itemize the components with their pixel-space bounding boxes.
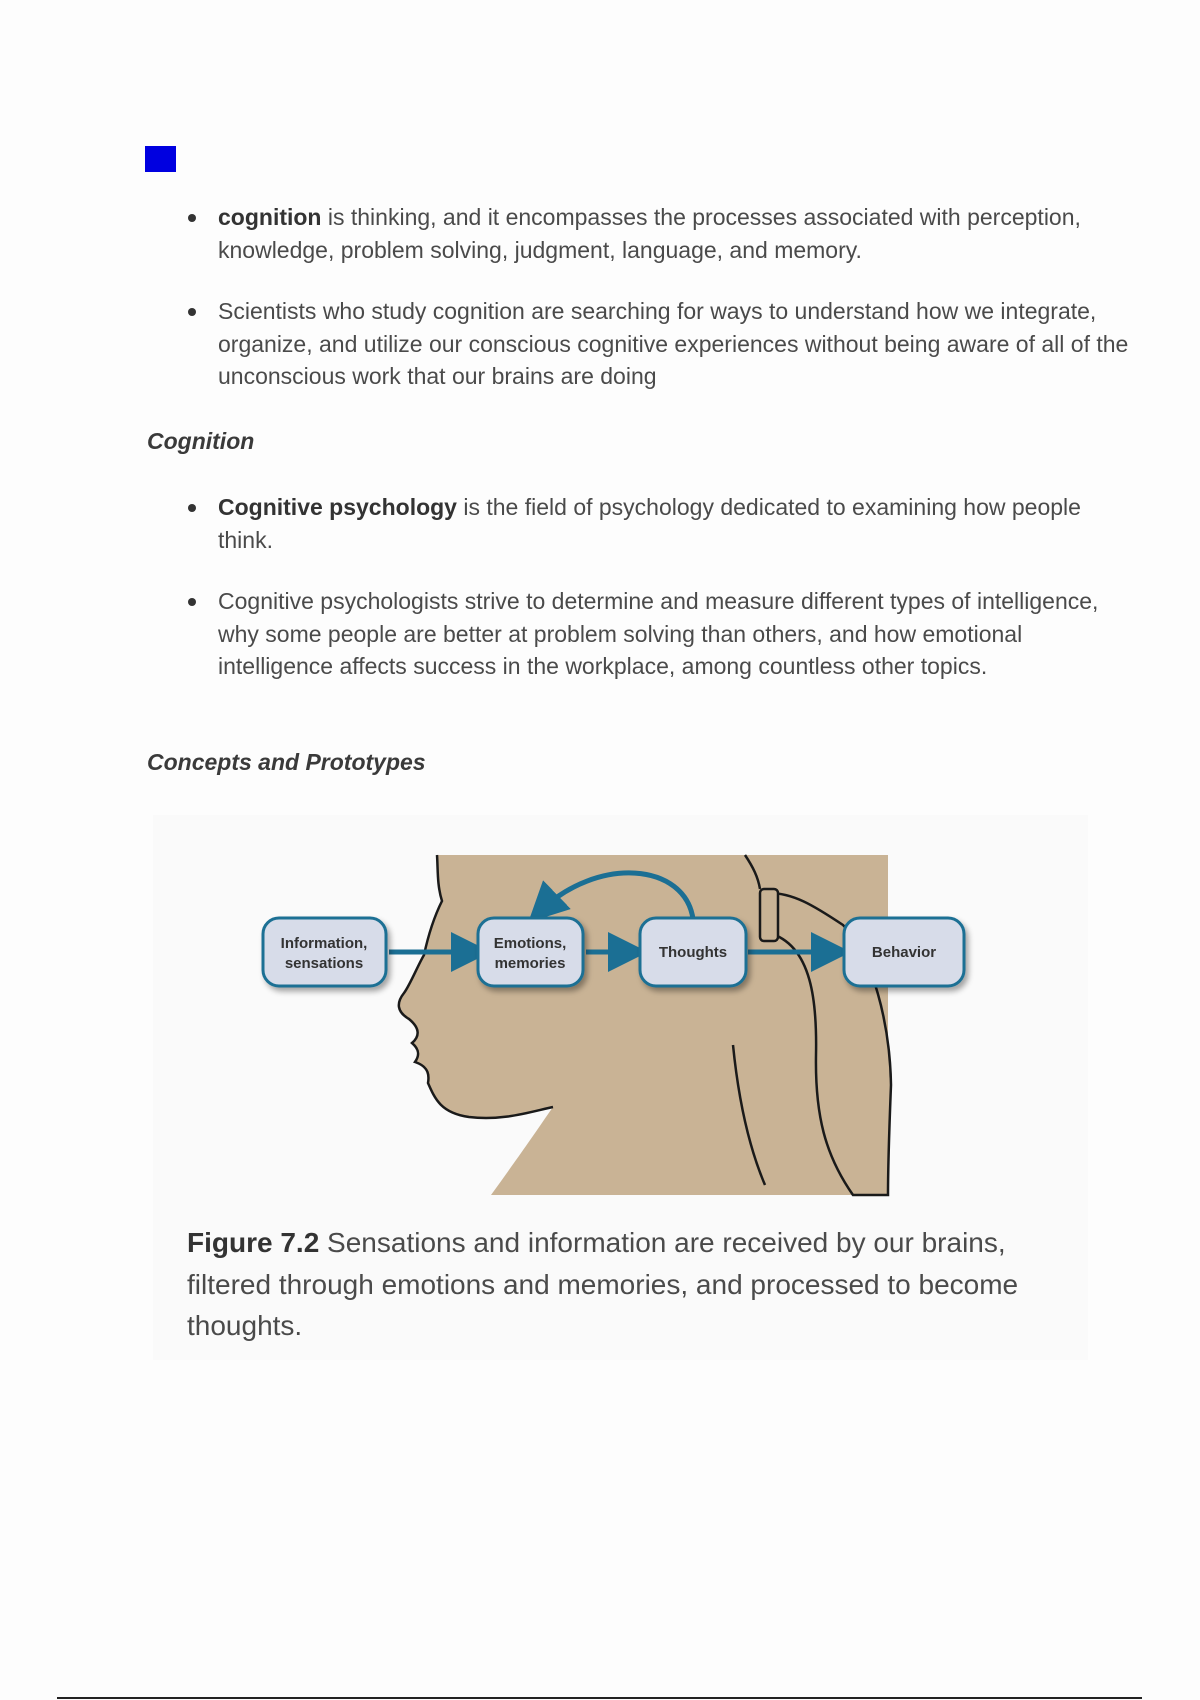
box-behavior-label: Behavior: [871, 944, 937, 961]
term-bold: Cognitive psychology: [218, 494, 457, 520]
list-item-text: is thinking, and it encompasses the processes associated with perception, knowledge, problem solving, judgment, language, and memory.: [218, 204, 1081, 263]
figure-caption: [187, 1222, 1067, 1347]
bullet-list-cognition: [180, 491, 1138, 712]
footer-rule: [57, 1697, 1142, 1699]
list-item-text: Scientists who study cognition are searching for ways to understand how we integrate, organize, and utilize our conscious cognitive experiences without being aware of all of the unconscious work that our brains are doing: [218, 298, 1129, 389]
box-information-line2: sensations: [284, 955, 364, 972]
box-emotions-line1: Emotions,: [493, 935, 567, 952]
bullet-list-intro: [180, 201, 1138, 422]
box-emotions-line2: memories: [494, 955, 566, 972]
cognition-diagram: [153, 815, 1088, 1215]
blue-marker: [145, 146, 176, 172]
box-information: [263, 918, 386, 986]
list-item-text: Cognitive psychologists strive to determine and measure different types of intelligence, why some people are better at problem solving than others, and how emotional intelligence affects success in the workplace, among countless other topics.: [218, 588, 1099, 679]
list-item: [218, 491, 1138, 556]
box-emotions: [478, 918, 583, 986]
hair-tie: [760, 889, 778, 941]
box-thoughts-label: Thoughts: [658, 944, 728, 961]
list-item: [218, 585, 1138, 683]
figure-caption-text: Sensations and information are received by our brains, filtered through emotions and memories, and processed to become thoughts.: [187, 1227, 1019, 1341]
section-heading-cognition: Cognition: [147, 428, 255, 454]
list-item: [218, 295, 1138, 393]
box-information-line1: Information,: [280, 935, 368, 952]
section-heading-concepts: Concepts and Prototypes: [147, 749, 426, 775]
term-bold: cognition: [218, 204, 322, 230]
list-item-text: is the field of psychology dedicated to examining how people think.: [218, 494, 1081, 553]
figure-caption-label: Figure 7.2: [187, 1227, 320, 1258]
list-item: [218, 201, 1138, 266]
